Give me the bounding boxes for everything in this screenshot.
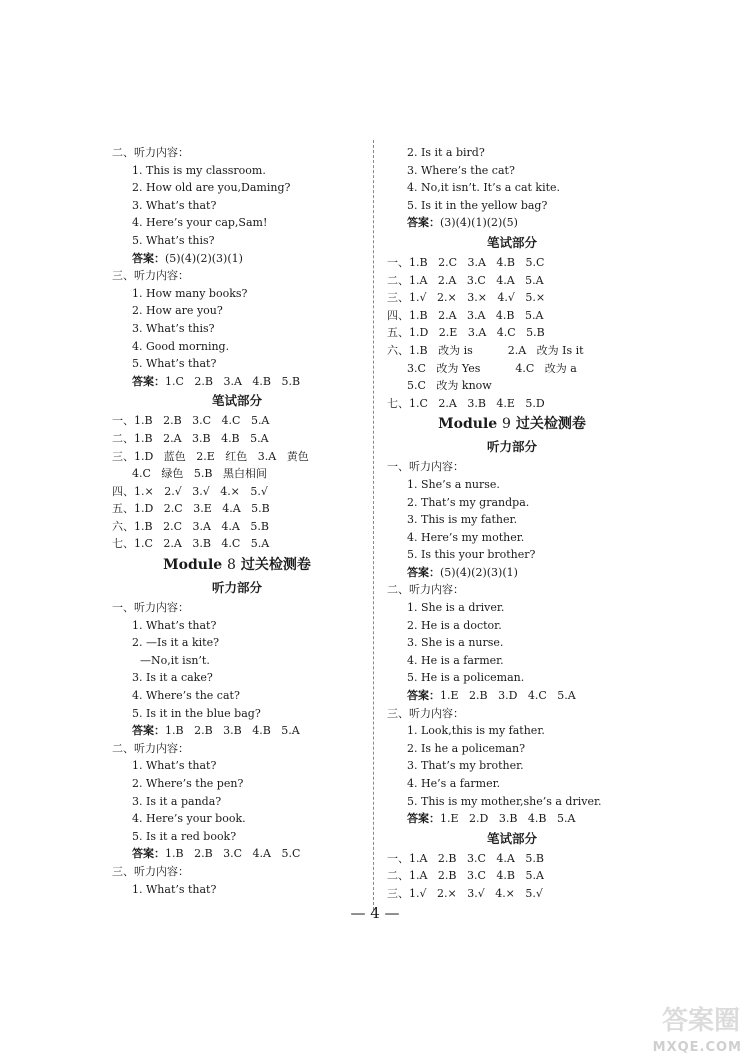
answer-label: 答案：: [132, 847, 165, 861]
section-heading: 笔试部分: [211, 393, 262, 409]
right-column: [387, 144, 637, 903]
question-heading: 一、1.B 2.C 3.A 4.B 5.C: [387, 255, 545, 269]
list-item: 4. Here’s your cap,Sam!: [132, 216, 268, 230]
question-heading: 三、1.√ 2.× 3.√ 4.× 5.√: [387, 886, 543, 900]
column-divider: [373, 140, 374, 910]
list-item: 4. No,it isn’t. It’s a cat kite.: [407, 181, 561, 195]
list-item: 4. Here’s your book.: [132, 812, 246, 826]
answer-text: (5)(4)(2)(3)(1): [440, 565, 518, 579]
answer-label: 答案：: [407, 812, 440, 826]
list-item: 1. What’s that?: [132, 759, 217, 773]
list-item: 5. What’s this?: [132, 233, 215, 247]
list-item: 2. Where’s the pen?: [132, 777, 244, 790]
question-heading: 一、1.B 2.B 3.C 4.C 5.A: [112, 414, 270, 428]
module-number: 8: [227, 557, 236, 574]
question-heading: 五、1.D 2.E 3.A 4.C 5.B: [387, 326, 545, 340]
list-item: 3. What’s this?: [132, 321, 215, 335]
question-heading: 一、1.A 2.B 3.C 4.A 5.B: [387, 851, 544, 865]
answer-line: [387, 214, 637, 232]
list-item: 5. This is my mother,she’s a driver.: [407, 794, 602, 808]
answer-text: (5)(4)(2)(3)(1): [165, 251, 243, 265]
question-heading: 六、1.B 2.C 3.A 4.A 5.B: [112, 519, 269, 533]
question-heading: 三、听力内容：: [112, 864, 189, 878]
question-heading: 三、听力内容：: [387, 706, 464, 720]
list-item: 4. He’s a farmer.: [407, 777, 501, 790]
answer-line: [112, 845, 362, 863]
answer-line: [112, 250, 362, 268]
question-heading: 二、1.A 2.B 3.C 4.B 5.A: [387, 869, 544, 883]
list-item: 4.C 绿色 5.B 黑白相间: [132, 467, 267, 481]
question-heading: 七、1.C 2.A 3.B 4.C 5.A: [112, 537, 270, 551]
list-item: 1. This is my classroom.: [132, 163, 266, 177]
question-heading: 二、听力内容：: [112, 741, 189, 755]
left-column: [112, 144, 362, 898]
list-item: 4. Where’s the cat?: [132, 689, 240, 703]
answer-text: 1.E 2.D 3.B 4.B 5.A: [440, 812, 576, 826]
list-item: 5. Is it in the blue bag?: [132, 706, 261, 720]
question-heading: 四、1.× 2.√ 3.√ 4.× 5.√: [112, 484, 268, 498]
watermark-logo-text: 答案圈: [661, 1006, 740, 1036]
section-heading: 笔试部分: [486, 830, 537, 846]
question-heading: 七、1.C 2.A 3.B 4.E 5.D: [387, 396, 545, 410]
question-heading: 三、听力内容：: [112, 269, 189, 283]
answer-label: 答案：: [132, 724, 165, 738]
list-item: 3. Is it a panda?: [132, 794, 222, 808]
list-item: 2. Is he a policeman?: [407, 741, 525, 755]
list-item: 5. Is it in the yellow bag?: [407, 198, 548, 212]
list-item: 1. She’s a nurse.: [407, 477, 500, 491]
list-item: 5. He is a policeman.: [407, 671, 525, 685]
answer-line: [387, 687, 637, 705]
list-item: 3. That’s my brother.: [407, 759, 524, 773]
list-item: 2. He is a doctor.: [407, 618, 502, 632]
list-item: 5. Is this your brother?: [407, 548, 536, 562]
answer-label: 答案：: [132, 251, 165, 265]
module-word: Module: [438, 416, 498, 433]
question-heading: 二、听力内容：: [112, 146, 189, 159]
list-item: 5. What’s that?: [132, 357, 217, 371]
answer-line: [112, 722, 362, 740]
list-item: 2. That’s my grandpa.: [407, 495, 530, 509]
page-number: — 4 —: [350, 904, 400, 922]
watermark-url: MXQE.COM: [652, 1040, 742, 1055]
list-item: 4. Good morning.: [132, 339, 230, 353]
module-caption: 过关检测卷: [240, 557, 311, 574]
section-heading: 笔试部分: [486, 234, 537, 250]
question-heading: 一、听力内容：: [387, 460, 464, 474]
list-item: 1. How many books?: [132, 286, 248, 300]
answer-line: [112, 373, 362, 391]
list-item: 1. She is a driver.: [407, 601, 505, 615]
module-title: [112, 553, 362, 577]
answer-text: (3)(4)(1)(2)(5): [440, 216, 518, 230]
list-item: 3. Is it a cake?: [132, 671, 213, 685]
answer-text: 1.E 2.B 3.D 4.C 5.A: [440, 689, 576, 703]
question-heading: 二、听力内容：: [387, 583, 464, 597]
answer-text: 1.B 2.B 3.B 4.B 5.A: [165, 724, 300, 738]
list-item: 3. What’s that?: [132, 198, 217, 212]
list-item: 5.C 改为 know: [407, 379, 492, 393]
list-item: 3. She is a nurse.: [407, 636, 504, 650]
list-item: 3. Where’s the cat?: [407, 163, 515, 177]
watermark-logo: [600, 1000, 750, 1061]
list-item: 4. Here’s my mother.: [407, 530, 525, 544]
question-heading: 六、1.B 改为 is 2.A 改为 Is it: [387, 343, 584, 357]
list-item: 1. What’s that?: [132, 618, 217, 632]
question-heading: 二、1.B 2.A 3.B 4.B 5.A: [112, 431, 269, 445]
section-heading: 听力部分: [486, 439, 537, 455]
question-heading: 三、1.√ 2.× 3.× 4.√ 5.×: [387, 291, 546, 305]
list-item: 2. How are you?: [132, 304, 223, 318]
list-item: 5. Is it a red book?: [132, 829, 237, 843]
section-heading: 听力部分: [211, 580, 262, 596]
list-item: 3. This is my father.: [407, 513, 518, 527]
answer-text: 1.B 2.B 3.C 4.A 5.C: [165, 847, 301, 861]
list-item: 2. Is it a bird?: [407, 146, 485, 159]
module-title: [387, 412, 637, 436]
question-heading: 五、1.D 2.C 3.E 4.A 5.B: [112, 502, 270, 516]
list-item: 1. What’s that?: [132, 882, 217, 896]
module-word: Module: [163, 557, 223, 574]
list-item: 2. How old are you,Daming?: [132, 181, 291, 195]
list-item: —No,it isn’t.: [140, 653, 210, 667]
answer-line: [387, 564, 637, 582]
list-item: 2. —Is it a kite?: [132, 636, 219, 650]
module-caption: 过关检测卷: [515, 416, 586, 433]
answer-label: 答案：: [407, 689, 440, 703]
question-heading: 一、听力内容：: [112, 601, 189, 615]
answer-line: [387, 810, 637, 828]
list-item: 1. Look,this is my father.: [407, 724, 545, 738]
module-number: 9: [502, 416, 511, 433]
list-item: 4. He is a farmer.: [407, 653, 504, 667]
question-heading: 三、1.D 蓝色 2.E 红色 3.A 黄色: [112, 449, 309, 463]
answer-text: 1.C 2.B 3.A 4.B 5.B: [165, 374, 301, 388]
question-heading: 二、1.A 2.A 3.C 4.A 5.A: [387, 273, 544, 287]
list-item: 3.C 改为 Yes 4.C 改为 a: [407, 361, 577, 375]
answer-label: 答案：: [132, 374, 165, 388]
answer-label: 答案：: [407, 216, 440, 230]
question-heading: 四、1.B 2.A 3.A 4.B 5.A: [387, 308, 544, 322]
answer-label: 答案：: [407, 565, 440, 579]
